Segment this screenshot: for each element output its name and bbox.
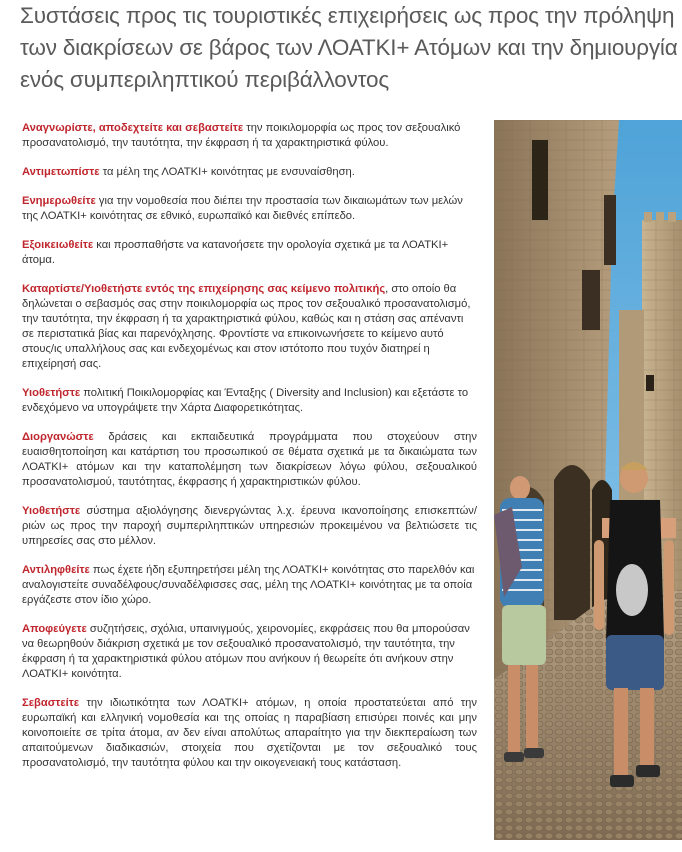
recommendation-lead: Αποφεύγετε [22, 623, 87, 635]
recommendation-lead: Υιοθετήστε [22, 505, 81, 517]
recommendation-lead: Καταρτίστε/Υιοθετήστε εντός της επιχείρησης σας κείμενο πολιτικής [22, 283, 386, 295]
recommendation-3 [22, 194, 477, 224]
street-photo [494, 120, 682, 840]
recommendation-10 [22, 622, 477, 682]
recommendation-lead: Αναγνωρίστε, αποδεχτείτε και σεβαστείτε [22, 122, 244, 134]
recommendation-4 [22, 238, 477, 268]
recommendation-1 [22, 121, 477, 151]
recommendation-text: την ιδιωτικότητα των ΛΟΑΤΚΙ+ ατόμων, η οποία προστατεύεται από την ευρωπαϊκή και ελληνική νομοθεσία και της οποίας η παραβίαση επισύρει ποινές και μην κοινοποιείτε σε τρίτα άτομα, αν δεν είναι απολύτως απαραίτητο για την διεκπεραίωση των απαιτούμενων διαδικασιών, στοιχεία που σχετίζονται με τον σεξουαλικό τους προσανατολισμό, την ταυτότητα φύλου και την οικογενειακή τους κατάσταση. [22, 697, 477, 769]
recommendation-lead: Υιοθετήστε [22, 387, 81, 399]
recommendation-text: συζητήσεις, σχόλια, υπαινιγμούς, χειρονομίες, εκφράσεις που θα μπορούσαν να θεωρηθούν διάκριση σχετικά με τον σεξουαλικό προσανατολισμό, την ταυτότητα, την έκφραση ή τα χαρακτηριστικά φύλου ατόμων που ανήκουν ή θεωρείτε ότι ανήκουν στην ΛΟΑΤΚΙ+ κοινότητα. [22, 623, 470, 680]
recommendation-2 [22, 165, 477, 180]
recommendation-lead: Σεβαστείτε [22, 697, 80, 709]
recommendation-7 [22, 430, 477, 490]
recommendation-text: σύστημα αξιολόγησης διενεργώντας λ.χ. έρευνα ικανοποίησης επισκεπτών/ριών ως προς την παροχή συμπεριληπτικών υπηρεσιών προκειμένου να βελτιώσετε τις υπηρεσίες σας στο μέλλον. [22, 505, 477, 547]
recommendation-text: δράσεις και εκπαιδευτικά προγράμματα που στοχεύουν στην ευαισθητοποίηση και κατάρτιση του προσωπικού σε θέματα σχετικά με τα δικαιώματα των ΛΟΑΤΚΙ+ ατόμων και την καταπολέμηση των διακρίσεων λόγω φύλου, σεξουαλικού προσανατολισμού, ταυτότητας, έκφρασης ή χαρακτηριστικών φύλου. [22, 431, 477, 488]
recommendation-5 [22, 282, 477, 372]
recommendation-text: και προσπαθήστε να κατανοήσετε την ορολογία σχετικά με τα ΛΟΑΤΚΙ+ άτομα. [22, 239, 449, 266]
recommendation-8 [22, 504, 477, 549]
recommendation-text: την ποικιλομορφία ως προς τον σεξουαλικό προσανατολισμό, την ταυτότητα, την έκφραση ή τα χαρακτηριστικά φύλου. [22, 122, 461, 149]
recommendation-text: για την νομοθεσία που διέπει την προστασία των δικαιωμάτων των μελών της ΛΟΑΤΚΙ+ κοινότητας σε εθνικό, ευρωπαϊκό και διεθνές επίπεδο. [22, 195, 463, 222]
recommendation-text: πολιτική Ποικιλομορφίας και Ένταξης ( Diversity and Inclusion) και εξετάστε το ενδεχόμενο να υπογράψετε την Χάρτα Διαφορετικότητας. [22, 387, 469, 414]
recommendation-lead: Αντιληφθείτε [22, 564, 90, 576]
recommendation-lead: Αντιμετωπίστε [22, 166, 100, 178]
recommendations-list [22, 121, 477, 785]
recommendation-lead: Ενημερωθείτε [22, 195, 96, 207]
recommendation-11 [22, 696, 477, 771]
recommendation-text: πως έχετε ήδη εξυπηρετήσει μέλη της ΛΟΑΤΚΙ+ κοινότητας στο παρελθόν και αναλογιστείτε συναδέλφους/συναδέλφισσες σας, μέλη της ΛΟΑΤΚΙ+ κοινότητας με τα οποία εργάζεστε στον ίδιο χώρο. [22, 564, 475, 606]
recommendation-6 [22, 386, 477, 416]
recommendation-text: τα μέλη της ΛΟΑΤΚΙ+ κοινότητας με ενσυναίσθηση. [99, 166, 355, 178]
page-title: Συστάσεις προς τις τουριστικές επιχειρήσεις ως προς την πρόληψη των διακρίσεων σε βάρος των ΛΟΑΤΚΙ+ Ατόμων και την δημιουργία ενός συμπεριληπτικού περιβάλλοντος [20, 3, 678, 92]
recommendation-lead: Εξοικειωθείτε [22, 239, 94, 251]
recommendation-lead: Διοργανώστε [22, 431, 94, 443]
recommendation-text: , στο οποίο θα δηλώνεται ο σεβασμός σας στην ποικιλομορφία ως προς τον σεξουαλικό προσανατολισμό, την ταυτότητα, την έκφραση ή τα χαρακτηριστικά φύλου, καθώς και η στάση σας απέναντι σε περιστατικά βίας και παρενόχλησης. Φροντίστε να επικοινωνήσετε το κείμενο αυτό στους/ις υπαλλήλους σας και ενδεχομένως και στον ιστότοπο που τυχόν διατηρεί η επιχείρησή σας. [22, 283, 471, 370]
recommendation-9 [22, 563, 477, 608]
